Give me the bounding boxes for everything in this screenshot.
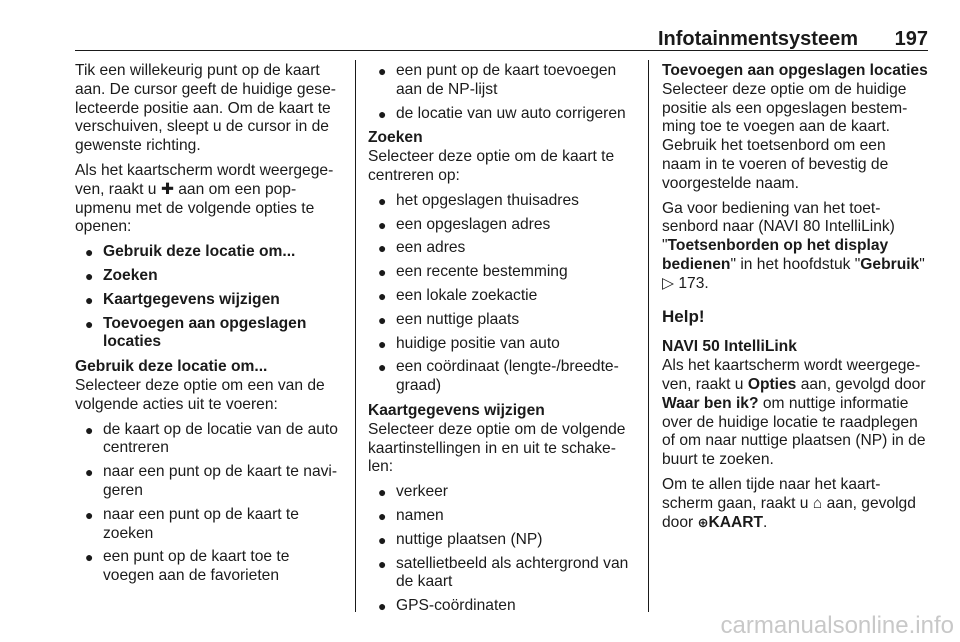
paragraph: Als het kaartscherm wordt weergege-ven, raakt u Opties aan, gevolgd door Waar ben ik? om nuttige informatie over de huidige locatie te raadplegen of om naar nuttige plaatsen (NP) in de buurt te zoeken.	[662, 357, 926, 469]
column-2	[368, 62, 636, 622]
list-item: ● de kaart op de locatie van de auto centreren	[85, 420, 338, 457]
list-item: ● een punt op de kaart toevoegen aan de NP-lijst	[378, 62, 617, 98]
plus-icon: ✚	[160, 180, 174, 198]
paragraph: Tik een willekeurig punt op de kaart aan. De cursor geeft de huidige gese-lecteerde positie aan. Om de kaart te verschuiven, sleept u de cursor in de gewenste richting.	[75, 62, 336, 155]
section-heading: Kaartgegevens wijzigen	[368, 401, 545, 419]
section-heading: Zoeken	[368, 129, 423, 147]
page-header	[75, 22, 928, 51]
list-item: ● Zoeken	[85, 266, 158, 284]
paragraph: Ga voor bediening van het toet-senbord naar (NAVI 80 IntelliLink) "Toetsenborden op het display bedienen" in het hoofdstuk "Gebruik" ▷ 173.	[662, 199, 925, 292]
paragraph: Selecteer deze optie om de huidige positie als een opgeslagen bestem-ming toe te voegen aan de kaart. Gebruik het toetsenbord om een naam in te voeren of bevestig de voorgestelde naam.	[662, 80, 908, 192]
list-item: ● een recente bestemming	[378, 263, 568, 281]
list-item: ● een adres	[378, 239, 466, 257]
page-ref-icon: ▷	[662, 274, 674, 292]
page-number: 197	[894, 28, 928, 50]
map-settings-list	[368, 483, 636, 616]
list-item: ● nuttige plaatsen (NP)	[378, 530, 543, 548]
text: Als het kaartscherm wordt weergege-ven, raakt u	[75, 161, 334, 198]
paragraph: Selecteer deze optie om de kaart te centreren op:	[368, 148, 615, 184]
list-item: ● naar een punt op de kaart te navi-geren	[85, 463, 338, 499]
menu-options-list	[75, 243, 343, 352]
paragraph	[75, 162, 343, 237]
paragraph: Om te allen tijde naar het kaart-scherm gaan, raakt u ⌂ aan, gevolgd door ⊕KAART.	[662, 475, 916, 531]
column-1	[75, 62, 343, 592]
list-item: ● Toevoegen aan opgeslagen locaties	[85, 314, 307, 351]
list-item: ● huidige positie van auto	[378, 334, 560, 352]
column-divider	[355, 60, 356, 612]
list-item: ● verkeer	[378, 483, 448, 501]
list-item: ● de locatie van uw auto corrigeren	[378, 104, 626, 122]
sub-heading: NAVI 50 IntelliLink	[662, 338, 797, 356]
search-options-list	[368, 192, 636, 396]
section-heading: Gebruik deze locatie om...	[75, 358, 268, 376]
list-item: ● het opgeslagen thuisadres	[378, 191, 579, 209]
list-item: ● een opgeslagen adres	[378, 215, 551, 233]
home-icon: ⌂	[812, 494, 823, 512]
actions-list	[75, 421, 343, 586]
column-3	[662, 62, 928, 538]
map-compass-icon: ⊕	[697, 514, 709, 530]
paragraph: Selecteer deze optie om de volgende kaartinstellingen in en uit te schake-len:	[368, 420, 626, 476]
page-title: Infotainmentsysteem	[657, 28, 858, 50]
list-item: ● naar een punt op de kaart te zoeken	[85, 505, 299, 542]
actions-list-continued	[368, 62, 636, 123]
list-item: ● namen	[378, 506, 444, 524]
list-item: ● een coördinaat (lengte-/breedte-graad)	[378, 358, 619, 395]
list-item: ● een punt op de kaart toe te voegen aan de favorieten	[85, 548, 290, 585]
list-item: ● GPS-coördinaten	[378, 597, 516, 615]
section-heading-help: Help!	[662, 306, 705, 326]
column-divider	[648, 60, 649, 612]
text: aan om een pop-upmenu met de volgende opties te openen:	[75, 180, 315, 236]
list-item: ● Gebruik deze locatie om...	[85, 243, 296, 261]
list-item: ● satellietbeeld als achtergrond van de kaart	[378, 554, 629, 591]
paragraph: Selecteer deze optie om een van de volgende acties uit te voeren:	[75, 376, 325, 413]
list-item: ● een nuttige plaats	[378, 310, 520, 328]
watermark: carmanualsonline.info	[720, 612, 954, 639]
section-heading: Toevoegen aan opgeslagen locaties	[662, 62, 928, 79]
list-item: ● Kaartgegevens wijzigen	[85, 290, 280, 308]
list-item: ● een lokale zoekactie	[378, 286, 538, 304]
